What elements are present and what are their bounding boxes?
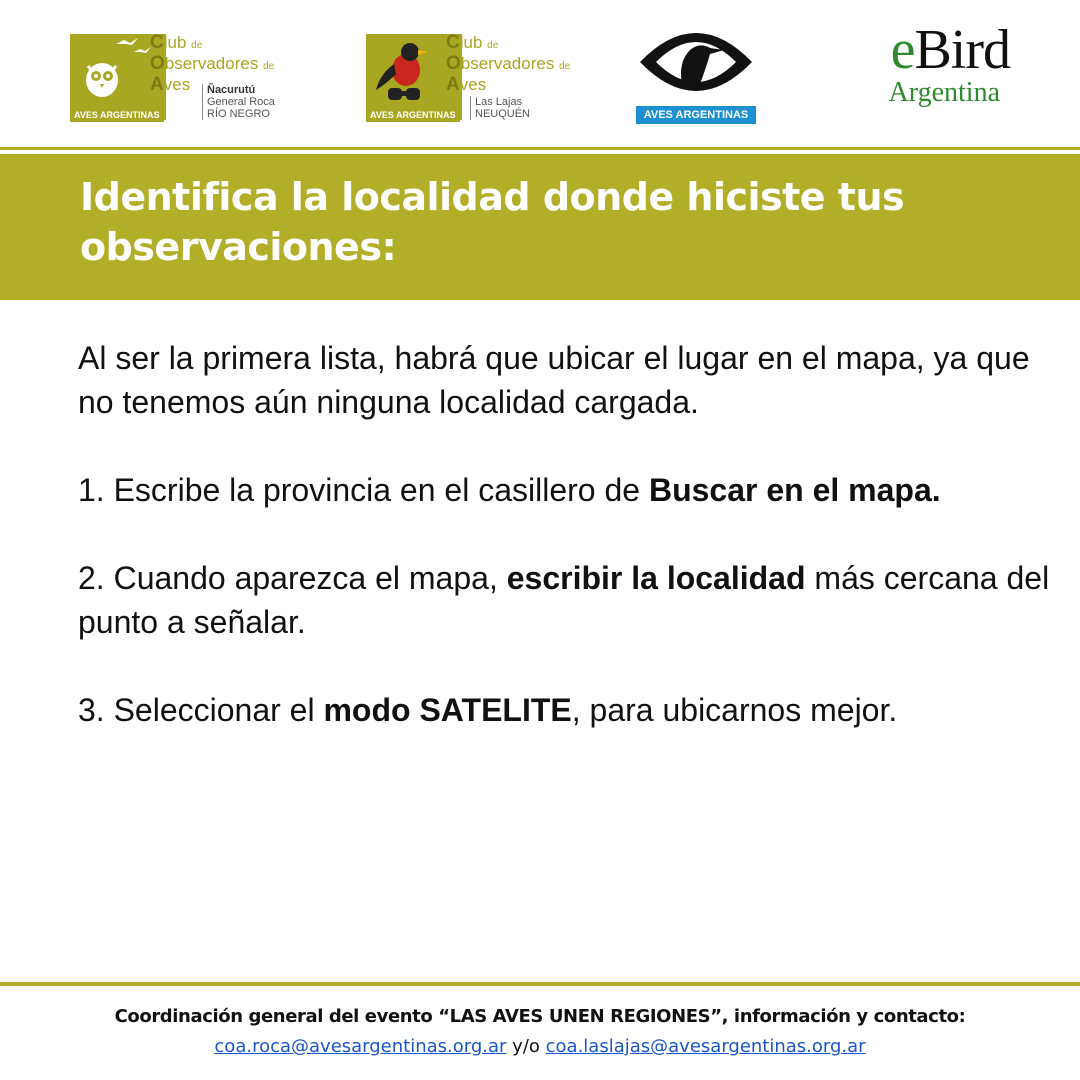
coa-roca-strip: AVES ARGENTINAS bbox=[70, 108, 164, 122]
intro-paragraph: Al ser la primera lista, habrá que ubicar el lugar en el mapa, ya que no tenemos aún ninguna localidad cargada. bbox=[78, 340, 1030, 420]
top-divider bbox=[0, 147, 1080, 150]
footer-title: Coordinación general del evento “LAS AVES UNEN REGIONES”, información y contacto: bbox=[114, 1006, 966, 1027]
step-3-emphasis: modo SATELITE bbox=[323, 692, 572, 728]
ebird-country: Argentina bbox=[888, 77, 1000, 108]
footer bbox=[0, 1002, 1080, 1062]
coa-lajas-location: Las Lajas NEUQUÉN bbox=[470, 96, 530, 120]
step-1: 1. Escribe la provincia en el casillero de Buscar en el mapa. bbox=[78, 472, 941, 508]
coa-lajas-wordmark: Club de Observadores de Aves bbox=[446, 32, 571, 95]
coa-roca-logo bbox=[70, 34, 310, 124]
step-2-emphasis: escribir la localidad bbox=[506, 560, 806, 596]
aves-argentinas-strip: AVES ARGENTINAS bbox=[636, 106, 756, 124]
page-title: Identifica la localidad donde hiciste tus observaciones: bbox=[80, 175, 905, 269]
coa-roca-location: Ñacurutú General Roca RÍO NEGRO bbox=[202, 84, 275, 120]
coa-lajas-strip: AVES ARGENTINAS bbox=[366, 108, 460, 122]
email-joiner: y/o bbox=[506, 1036, 546, 1057]
step-1-emphasis: Buscar en el mapa. bbox=[648, 472, 941, 508]
logo-row bbox=[0, 0, 1080, 140]
ebird-argentina-logo bbox=[850, 20, 1010, 120]
email-link-laslajas[interactable]: coa.laslajas@avesargentinas.org.ar bbox=[545, 1036, 866, 1057]
aves-argentinas-logo bbox=[636, 22, 756, 124]
step-2: 2. Cuando aparezca el mapa, escribir la localidad más cercana del punto a señalar. bbox=[78, 560, 1050, 640]
instructions bbox=[78, 336, 1058, 776]
coa-lajas-logo bbox=[366, 34, 576, 124]
bird-eye-icon bbox=[636, 22, 756, 106]
ebird-wordmark: eBird bbox=[890, 19, 1010, 81]
coa-roca-wordmark: Club de Observadores de Aves bbox=[150, 32, 275, 95]
bottom-divider bbox=[0, 982, 1080, 986]
email-link-roca[interactable]: coa.roca@avesargentinas.org.ar bbox=[214, 1036, 507, 1057]
step-3: 3. Seleccionar el modo SATELITE, para ubicarnos mejor. bbox=[78, 692, 898, 728]
footer-contacts bbox=[0, 1032, 1080, 1062]
